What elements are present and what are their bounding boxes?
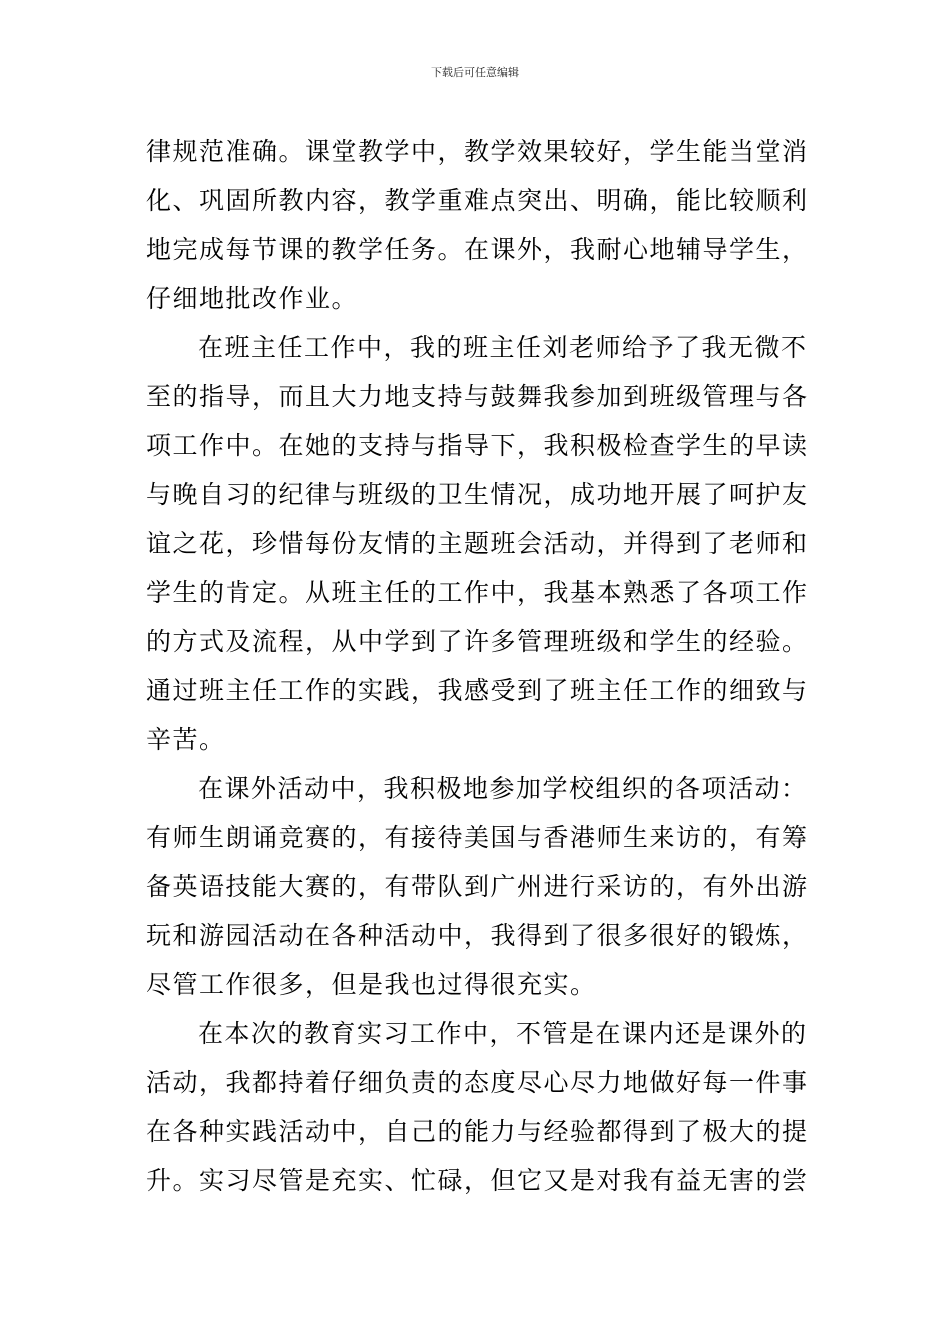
text-line: 与晚自习的纪律与班级的卫生情况，成功地开展了呵护友 bbox=[146, 480, 809, 509]
text-line: 至的指导，而且大力地支持与鼓舞我参加到班级管理与各 bbox=[146, 382, 809, 411]
text-line: 地完成每节课的教学任务。在课外，我耐心地辅导学生， bbox=[146, 235, 809, 264]
text-line: 仔细地批改作业。 bbox=[146, 284, 359, 313]
text-line: 学生的肯定。从班主任的工作中，我基本熟悉了各项工作 bbox=[146, 578, 809, 607]
paragraph-first-line: 在课外活动中，我积极地参加学校组织的各项活动： bbox=[198, 774, 808, 803]
paragraph-first-line: 在本次的教育实习工作中，不管是在课内还是课外的 bbox=[198, 1019, 808, 1048]
text-line: 律规范准确。课堂教学中，教学效果较好，学生能当堂消 bbox=[146, 137, 809, 166]
text-line: 活动，我都持着仔细负责的态度尽心尽力地做好每一件事 bbox=[146, 1068, 809, 1097]
text-line: 化、巩固所教内容，教学重难点突出、明确，能比较顺利 bbox=[146, 186, 809, 215]
page-header-note: 下载后可任意编辑 bbox=[431, 66, 519, 79]
document-body bbox=[146, 127, 808, 1205]
text-line: 玩和游园活动在各种活动中，我得到了很多很好的锻炼， bbox=[146, 921, 809, 950]
text-line: 的方式及流程，从中学到了许多管理班级和学生的经验。 bbox=[146, 627, 809, 656]
text-line: 备英语技能大赛的，有带队到广州进行采访的，有外出游 bbox=[146, 872, 809, 901]
text-line: 谊之花，珍惜每份友情的主题班会活动，并得到了老师和 bbox=[146, 529, 809, 558]
text-line: 通过班主任工作的实践，我感受到了班主任工作的细致与 bbox=[146, 676, 809, 705]
text-line: 项工作中。在她的支持与指导下，我积极检查学生的早读 bbox=[146, 431, 809, 460]
text-line: 在各种实践活动中，自己的能力与经验都得到了极大的提 bbox=[146, 1117, 809, 1146]
text-line: 升。实习尽管是充实、忙碌，但它又是对我有益无害的尝 bbox=[146, 1166, 809, 1195]
text-line: 尽管工作很多，但是我也过得很充实。 bbox=[146, 970, 597, 999]
text-line: 有师生朗诵竞赛的，有接待美国与香港师生来访的，有筹 bbox=[146, 823, 809, 852]
paragraph-first-line: 在班主任工作中，我的班主任刘老师给予了我无微不 bbox=[198, 333, 808, 362]
text-line: 辛苦。 bbox=[146, 725, 226, 754]
